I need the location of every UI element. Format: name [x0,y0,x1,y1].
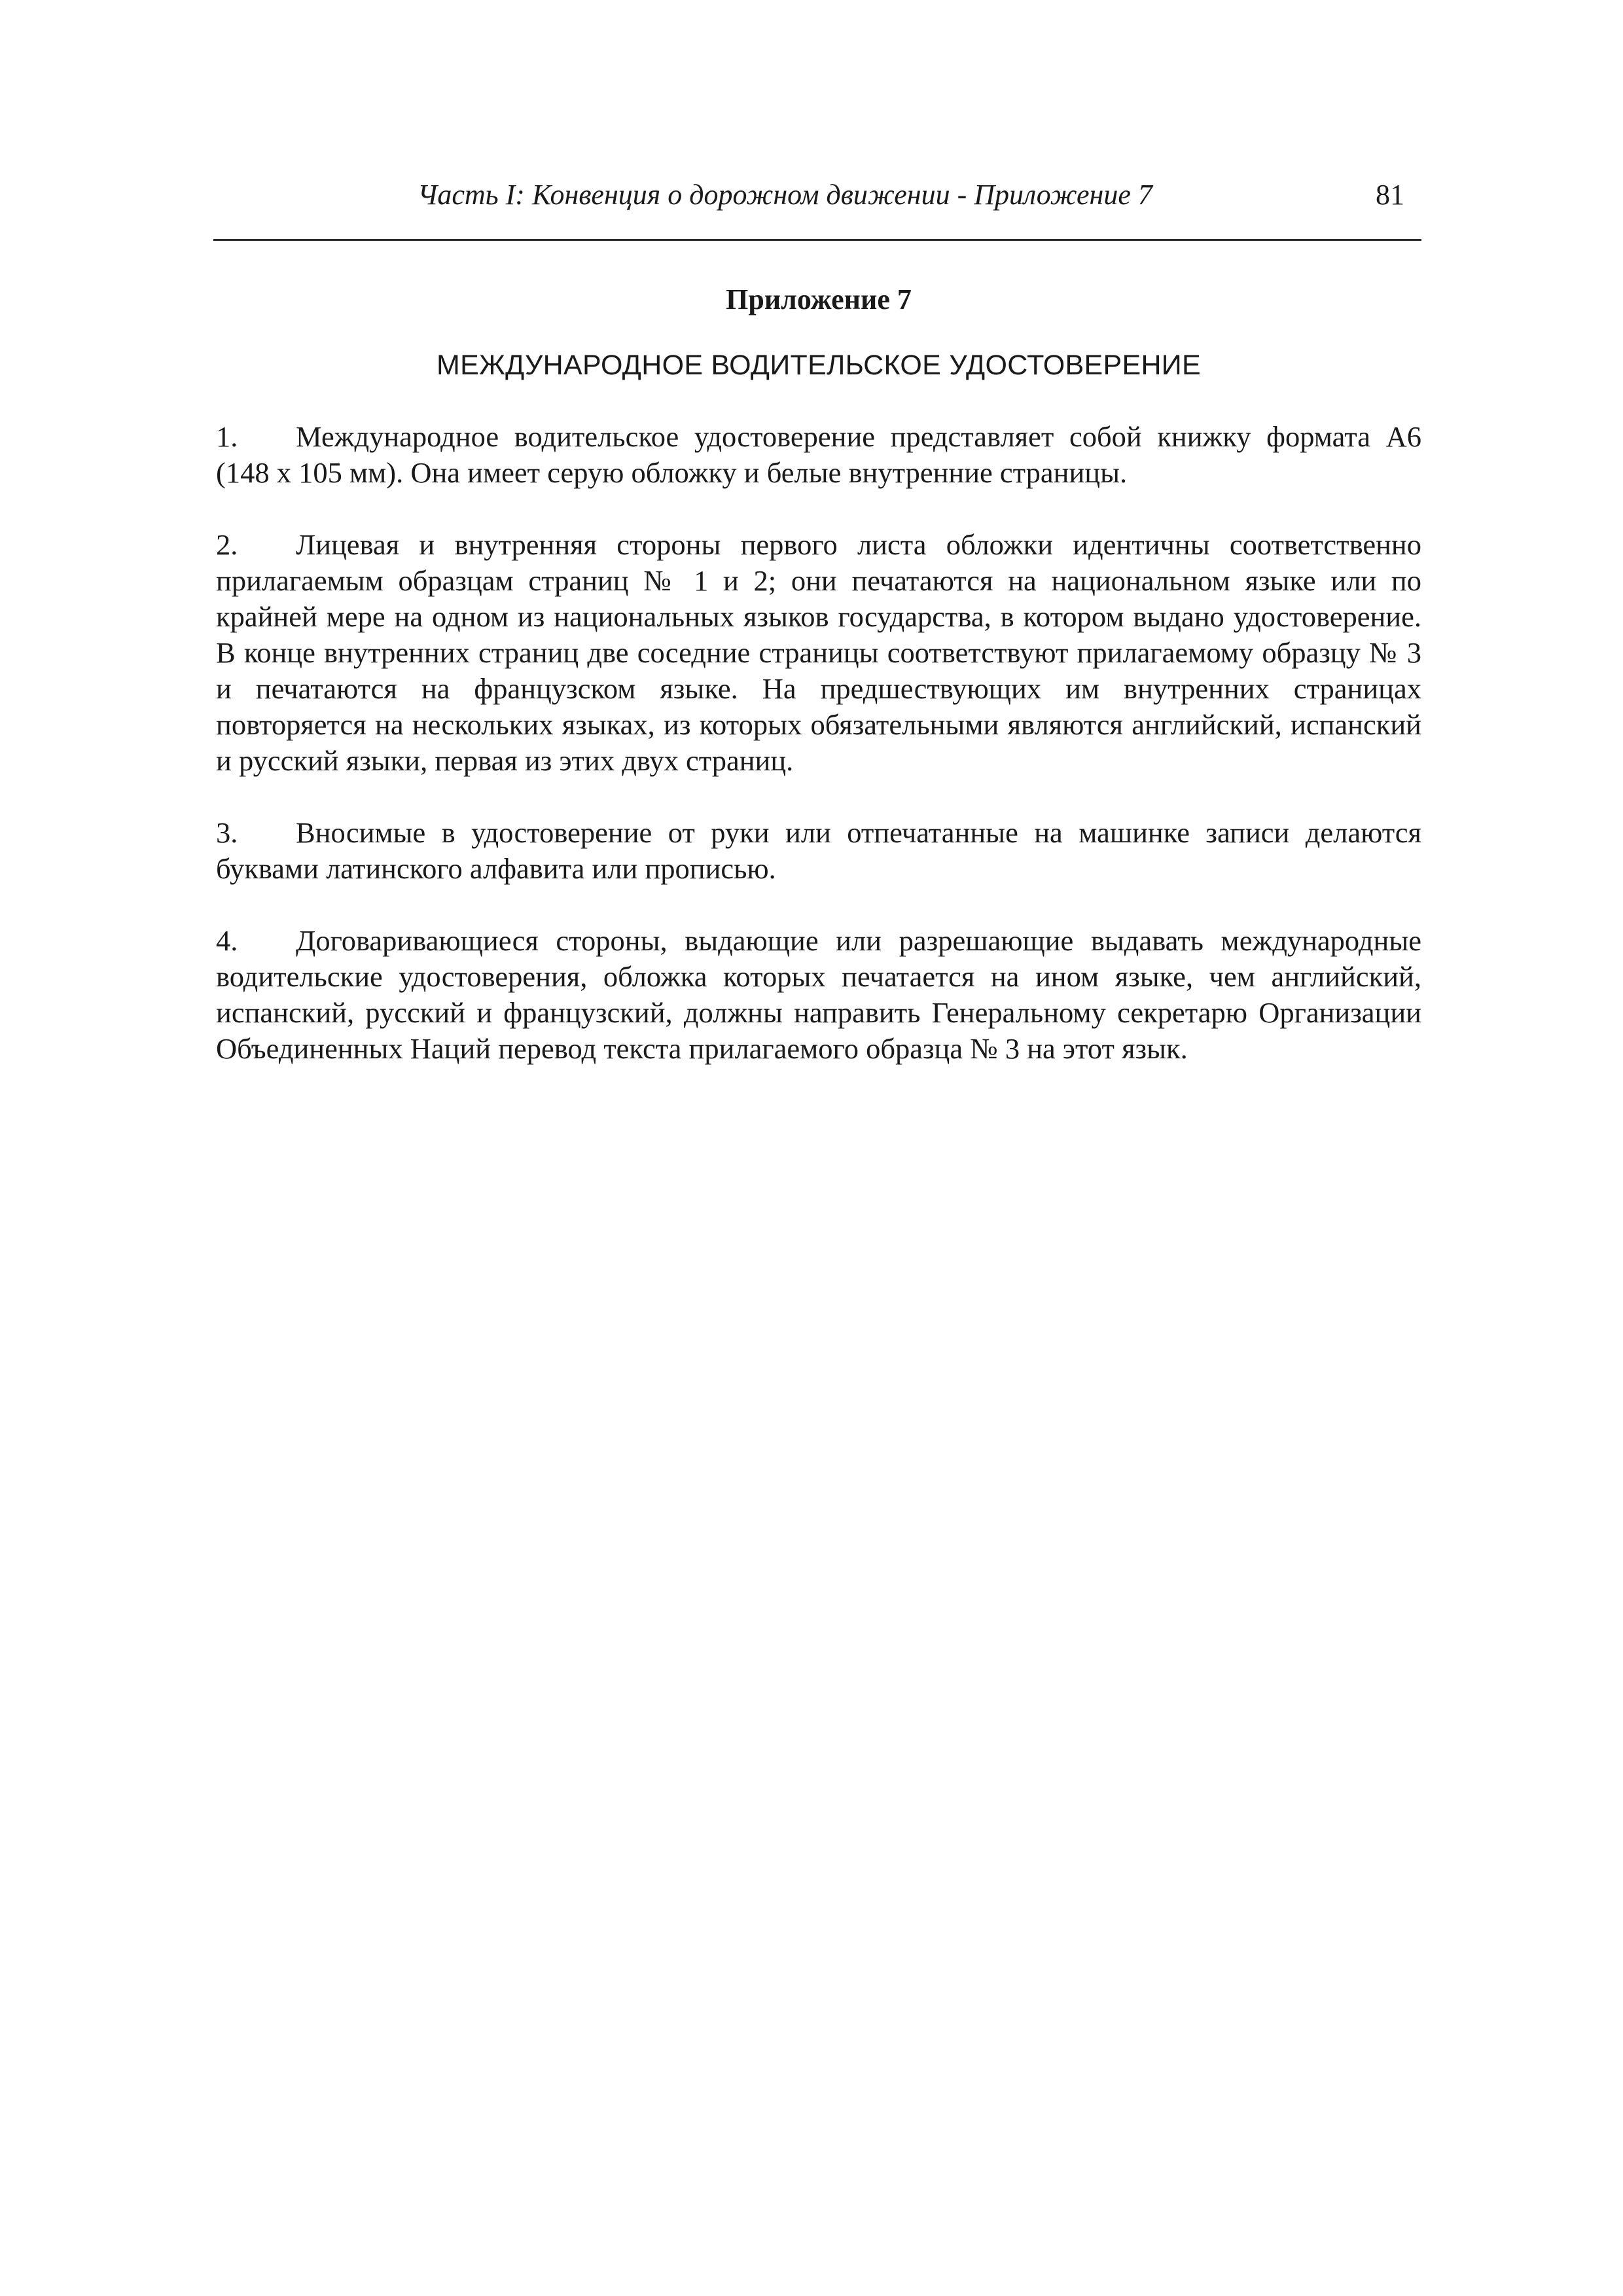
paragraph-number: 4. [216,924,238,957]
paragraph-text: Международное водительское удостоверение представляет собой книжку формата A6 (148 x 105 мм). Она имеет серую обложку и белые внутренние страницы. [216,420,1421,489]
paragraph-text: Вносимые в удостоверение от руки или отпечатанные на машинке записи делаются буквами латинского алфавита или прописью. [216,816,1421,885]
page-number: 81 [1376,179,1404,211]
document-heading: МЕЖДУНАРОДНОЕ ВОДИТЕЛЬСКОЕ УДОСТОВЕРЕНИЕ [437,350,1201,381]
paragraph-3 [216,815,1421,887]
annex-title: Приложение 7 [726,283,912,315]
header-divider [213,239,1421,241]
running-header-title: Часть I: Конвенция о дорожном движении - Приложение 7 [418,179,1152,211]
paragraph-1 [216,419,1421,491]
running-header [216,175,1420,221]
document-body [216,419,1421,1103]
paragraph-number: 3. [216,816,238,849]
paragraph-2 [216,527,1421,779]
paragraph-text: Договаривающиеся стороны, выдающие или разрешающие выдавать международные водительские удостоверения, обложка которых печатается на ином языке, чем английский, испанский, русский и французский, должны направить Генеральному секретарю Организации Объединенных Наций перевод текста прилагаемого образца № 3 на этот язык. [216,924,1421,1065]
paragraph-text: Лицевая и внутренняя стороны первого листа обложки идентичны соответственно прилагаемым образцам страниц № 1 и 2; они печатаются на национальном языке или по крайней мере на одном из национальных языков государства, в котором выдано удостоверение. В конце внутренних страниц две соседние страницы соответствуют прилагаемому образцу № 3 и печатаются на французском языке. На предшествующих им внутренних страницах повторяется на нескольких языках, из которых обязательными являются английский, испанский и русский языки, первая из этих двух страниц. [216,528,1421,777]
paragraph-number: 1. [216,420,238,453]
paragraph-number: 2. [216,528,238,561]
paragraph-4 [216,923,1421,1067]
